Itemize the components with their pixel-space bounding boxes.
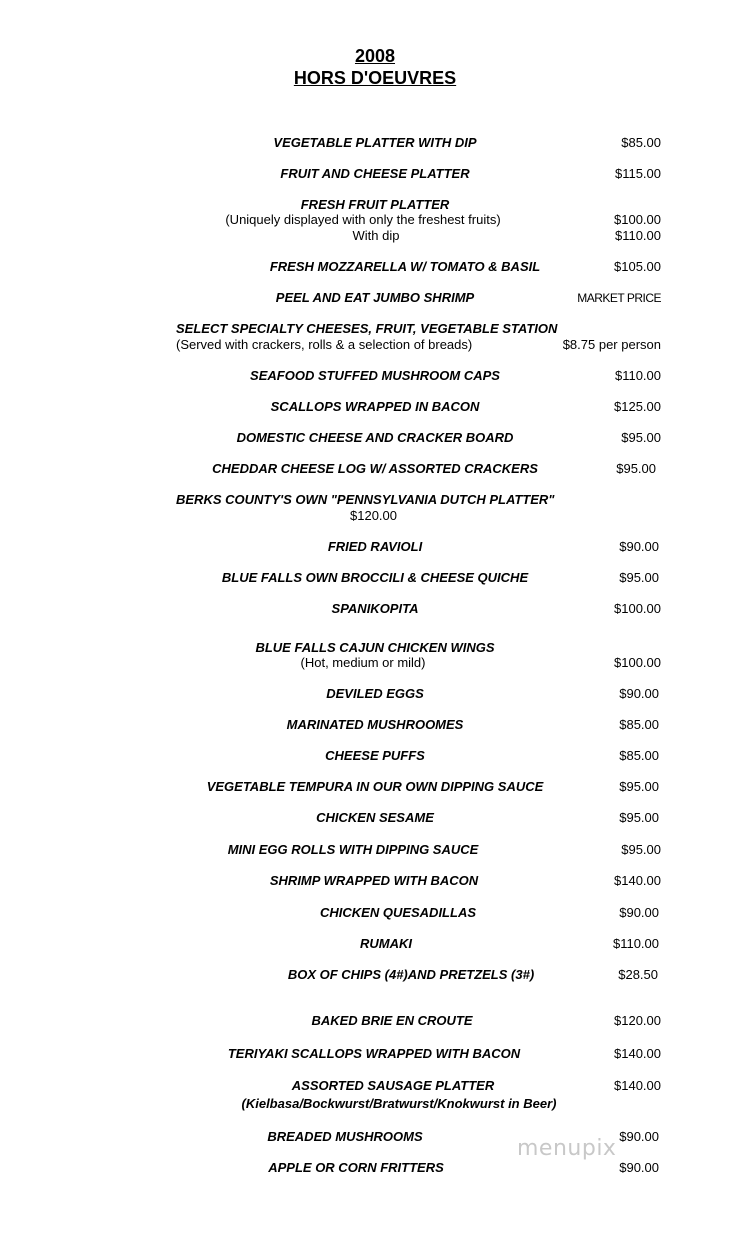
menu-item-name: BLUE FALLS OWN BROCCILI & CHEESE QUICHE <box>221 570 529 585</box>
menu-item-name: DEVILED EGGS <box>326 686 424 701</box>
menu-item-price: $90.00 <box>619 905 659 920</box>
menu-item-name: TERIYAKI SCALLOPS WRAPPED WITH BACON <box>227 1046 521 1061</box>
menu-item-price: $110.00 <box>614 368 661 383</box>
menu-item-note: (Hot, medium or mild) <box>300 655 426 670</box>
menu-item-price: $110.00 <box>612 936 659 951</box>
menu-item-note: With dip <box>352 228 400 243</box>
menu-item-price: $8.75 per person <box>562 337 661 352</box>
menu-item-price: $140.00 <box>614 1078 661 1093</box>
menu-item-price: $95.00 <box>619 570 659 585</box>
menu-item-name: BERKS COUNTY'S OWN "PENNSYLVANIA DUTCH PLATTER" <box>176 492 555 507</box>
menu-item-price: $100.00 <box>614 601 661 616</box>
menu-item-price: $90.00 <box>619 1160 659 1175</box>
menu-item-price: $125.00 <box>614 399 661 414</box>
menu-item-name: MARINATED MUSHROOMES <box>286 717 464 732</box>
menu-item-price: MARKET PRICE <box>577 291 661 305</box>
menu-item-name: SHRIMP WRAPPED WITH BACON <box>269 873 479 888</box>
menu-item-price: $140.00 <box>614 1046 661 1061</box>
menu-item-name: SCALLOPS WRAPPED IN BACON <box>270 399 480 414</box>
menu-item-price: $95.00 <box>621 842 661 857</box>
menu-item-name: CHICKEN QUESADILLAS <box>319 905 477 920</box>
menu-item-price: $85.00 <box>619 717 659 732</box>
menu-item-note: (Kielbasa/Bockwurst/Bratwurst/Knokwurst in Beer) <box>241 1096 557 1111</box>
menu-item-price: $105.00 <box>614 259 661 274</box>
menu-item-name: FRUIT AND CHEESE PLATTER <box>280 166 470 181</box>
menu-item-price: $120.00 <box>614 1013 661 1028</box>
menu-item-price: $95.00 <box>619 779 659 794</box>
menu-item-name: DOMESTIC CHEESE AND CRACKER BOARD <box>236 430 514 445</box>
menu-item-price: $95.00 <box>621 430 661 445</box>
menu-item-price: $120.00 <box>350 508 397 523</box>
menu-item-price: $90.00 <box>619 539 659 554</box>
menu-item-name: VEGETABLE PLATTER WITH DIP <box>273 135 477 150</box>
menu-item-price: $90.00 <box>619 1129 659 1144</box>
menu-item-name: SPANIKOPITA <box>331 601 419 616</box>
menu-item-price: $100.00 <box>614 655 661 670</box>
menu-item-name: BLUE FALLS CAJUN CHICKEN WINGS <box>255 640 495 655</box>
menu-item-name: BREADED MUSHROOMS <box>267 1129 423 1144</box>
menu-item-name: CHEDDAR CHEESE LOG W/ ASSORTED CRACKERS <box>212 461 538 476</box>
menu-item-name: RUMAKI <box>360 936 412 951</box>
menu-item-price: $115.00 <box>614 166 661 181</box>
menu-item-price: $110.00 <box>614 228 661 243</box>
menu-item-name: VEGETABLE TEMPURA IN OUR OWN DIPPING SAUCE <box>206 779 544 794</box>
menu-item-name: CHICKEN SESAME <box>316 810 434 825</box>
menu-item-price: $140.00 <box>614 873 661 888</box>
menu-item-price: $90.00 <box>619 686 659 701</box>
menu-item-name: APPLE OR CORN FRITTERS <box>268 1160 444 1175</box>
menu-item-name: FRESH MOZZARELLA W/ TOMATO & BASIL <box>269 259 541 274</box>
menu-item-price: $85.00 <box>621 135 661 150</box>
watermark-text: menupix <box>517 1136 617 1161</box>
menu-item-note: (Uniquely displayed with only the freshest fruits) <box>225 212 501 227</box>
menu-item-name: FRESH FRUIT PLATTER <box>300 197 450 212</box>
menu-item-name: MINI EGG ROLLS WITH DIPPING SAUCE <box>227 842 479 857</box>
menu-item-price: $95.00 <box>619 810 659 825</box>
menu-item-name: BAKED BRIE EN CROUTE <box>311 1013 473 1028</box>
menu-item-name: ASSORTED SAUSAGE PLATTER <box>291 1078 495 1093</box>
menu-item-note: (Served with crackers, rolls & a selection of breads) <box>176 337 473 352</box>
menu-item-name: SELECT SPECIALTY CHEESES, FRUIT, VEGETABLE STATION <box>176 321 558 336</box>
menu-item-price: $95.00 <box>616 461 656 476</box>
menu-item-name: CHEESE PUFFS <box>325 748 425 763</box>
menu-item-name: BOX OF CHIPS (4#)AND PRETZELS (3#) <box>287 967 535 982</box>
menu-item-name: FRIED RAVIOLI <box>327 539 423 554</box>
menu-title: HORS D'OEUVRES <box>293 68 457 88</box>
menu-year: 2008 <box>354 46 396 66</box>
menu-item-name: PEEL AND EAT JUMBO SHRIMP <box>275 290 475 305</box>
menu-item-price: $85.00 <box>619 748 659 763</box>
menu-item-price: $100.00 <box>614 212 661 227</box>
menu-item-price: $28.50 <box>618 967 658 982</box>
menu-item-name: SEAFOOD STUFFED MUSHROOM CAPS <box>250 368 500 383</box>
